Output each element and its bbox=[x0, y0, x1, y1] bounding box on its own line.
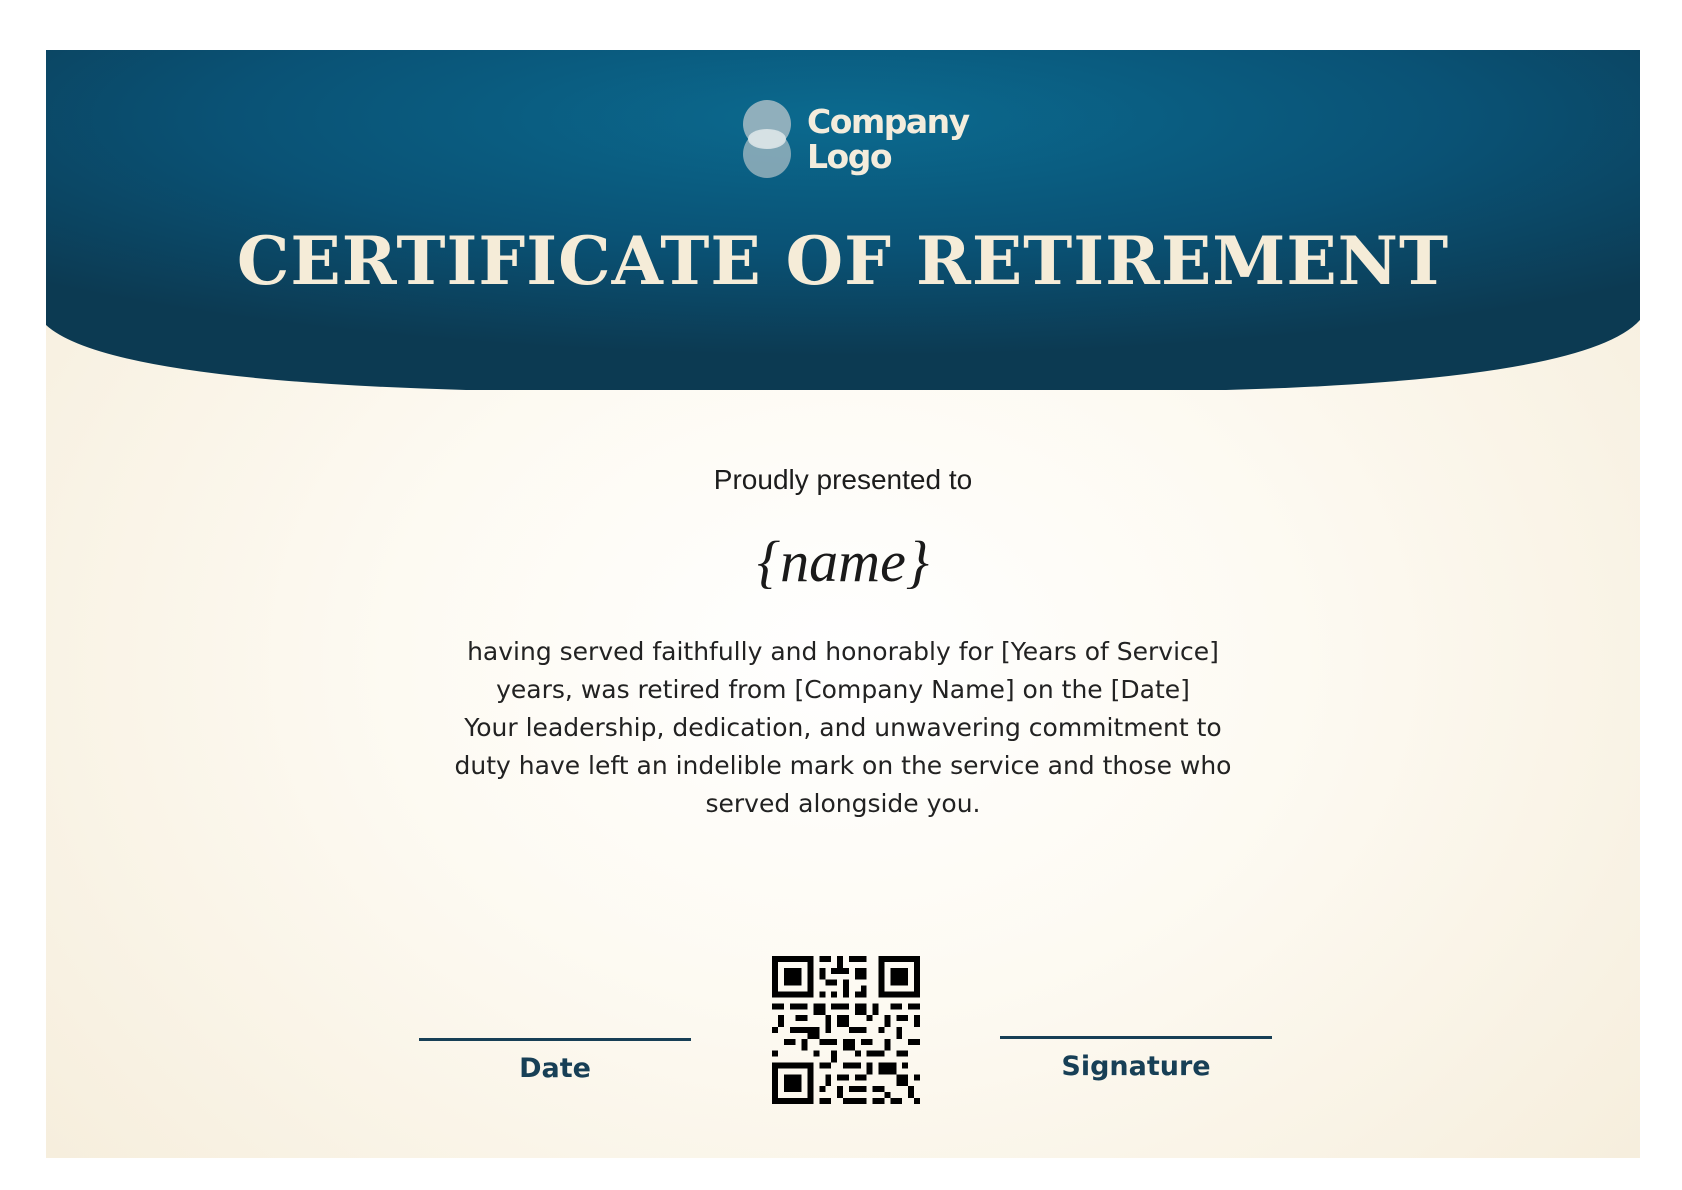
certificate-title: CERTIFICATE OF RETIREMENT bbox=[236, 222, 1450, 300]
signature-label: Signature bbox=[1061, 1051, 1211, 1082]
qr-code-icon bbox=[772, 956, 920, 1104]
company-logo bbox=[741, 100, 981, 182]
logo-text bbox=[807, 104, 969, 174]
header-banner bbox=[46, 50, 1640, 390]
body-line: duty have left an indelible mark on the service and those who bbox=[454, 751, 1232, 780]
certificate bbox=[46, 50, 1640, 1158]
logo-text-line2: Logo bbox=[807, 137, 891, 176]
body-line: having served faithfully and honorably for [Years of Service] bbox=[467, 637, 1219, 666]
signature-line bbox=[1000, 1036, 1272, 1039]
logo-text-line1: Company bbox=[807, 102, 969, 141]
body-line: Your leadership, dedication, and unwavering commitment to bbox=[464, 713, 1222, 742]
recipient-name: {name} bbox=[756, 529, 930, 594]
body-line: years, was retired from [Company Name] on the [Date] bbox=[496, 675, 1190, 704]
date-label: Date bbox=[519, 1053, 591, 1084]
overlapping-circles-icon bbox=[741, 100, 797, 182]
certificate-body bbox=[423, 633, 1263, 823]
body-line: served alongside you. bbox=[705, 789, 981, 818]
date-line bbox=[419, 1038, 691, 1041]
presented-to-text: Proudly presented to bbox=[713, 464, 973, 495]
